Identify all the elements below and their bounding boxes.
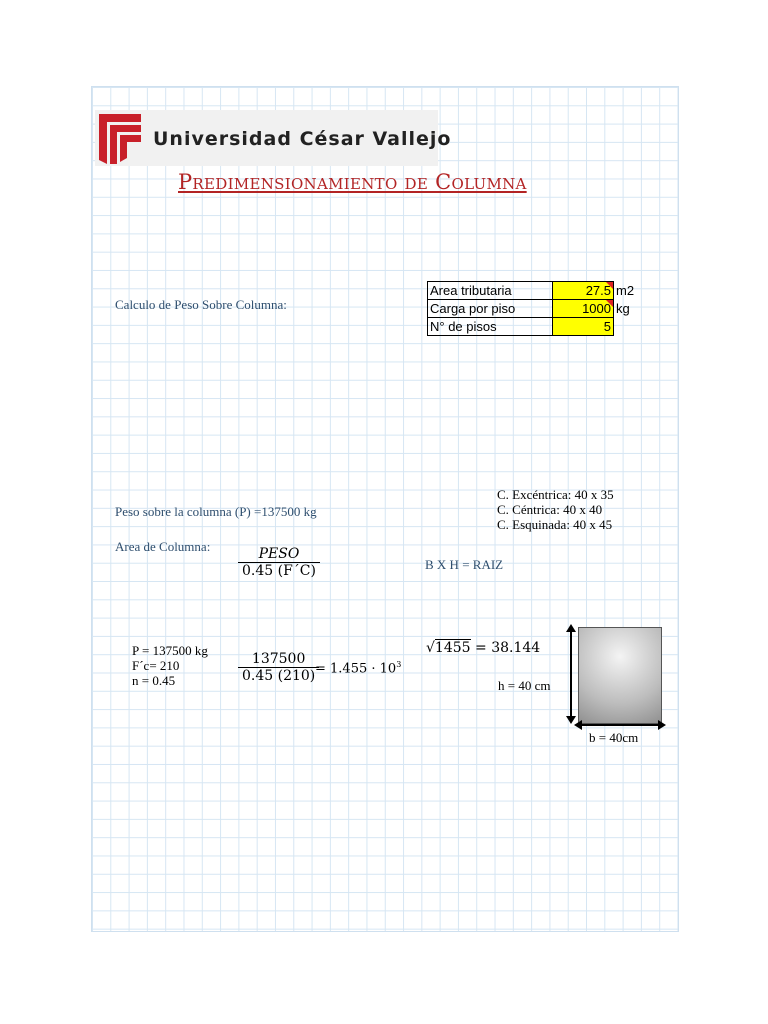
input-value-load[interactable]: 1000 — [553, 300, 614, 318]
input-label: N° de pisos — [428, 318, 553, 336]
weight-on-column: Peso sobre la columna (P) =137500 kg — [115, 504, 317, 519]
value-n: n = 0.45 — [132, 673, 176, 688]
input-value-area[interactable]: 27.5 — [553, 282, 614, 300]
page-title: Predimensionamiento de Columna — [178, 170, 527, 194]
column-type-centric: C. Céntrica: 40 x 40 — [497, 502, 603, 517]
height-arrow-icon — [564, 624, 578, 724]
input-table — [427, 281, 637, 336]
sqrt-equation — [426, 640, 540, 656]
table-row — [428, 282, 637, 300]
input-unit — [614, 318, 637, 336]
column-area-label: Area de Columna: — [115, 539, 211, 554]
height-label: h = 40 cm — [498, 678, 551, 693]
value-fc: F´c= 210 — [132, 658, 180, 673]
calc-numerator: 137500 — [251, 651, 306, 667]
input-value-floors[interactable]: 5 — [553, 318, 614, 336]
comment-flag-icon — [606, 300, 613, 307]
university-logo-icon — [99, 114, 141, 164]
table-row — [428, 318, 637, 336]
sqrt-radicand: 1455 — [434, 640, 471, 656]
input-label: Area tributaria — [428, 282, 553, 300]
table-row — [428, 300, 637, 318]
bxh-equation: B X H = RAIZ — [425, 557, 504, 572]
sqrt-icon: √ — [426, 640, 435, 656]
formula-denominator: 0.45 (F´C) — [238, 562, 320, 579]
comment-flag-icon — [606, 282, 613, 289]
university-name: Universidad César Vallejo — [153, 128, 452, 150]
calc-denominator: 0.45 (210) — [238, 667, 319, 684]
width-label: b = 40cm — [589, 730, 639, 745]
given-values — [132, 643, 208, 688]
column-type-corner: C. Esquinada: 40 x 45 — [497, 517, 613, 532]
value-p: P = 137500 kg — [132, 643, 208, 658]
input-unit: kg — [616, 301, 630, 316]
area-calculation — [238, 651, 319, 684]
calc-section-label: Calculo de Peso Sobre Columna: — [115, 297, 287, 312]
sqrt-result: = 38.144 — [475, 640, 541, 656]
column-types-list — [497, 487, 614, 532]
area-formula — [238, 546, 320, 579]
column-section-diagram — [578, 627, 662, 724]
formula-numerator: PESO — [258, 546, 300, 562]
column-type-eccentric: C. Excéntrica: 40 x 35 — [497, 487, 614, 502]
calc-result: = $1.455 \cdot 10^3$ — [315, 660, 402, 677]
input-label: Carga por piso — [428, 300, 553, 318]
input-unit: m2 — [616, 283, 635, 298]
